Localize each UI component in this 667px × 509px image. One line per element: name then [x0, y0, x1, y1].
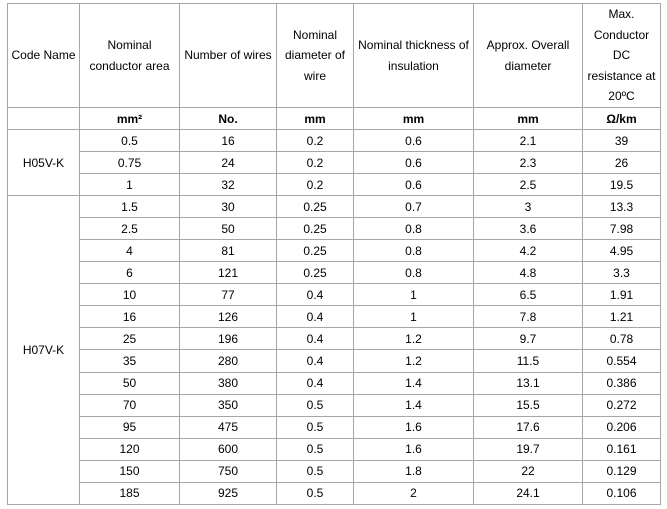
cell-overall-diameter: 2.5 [474, 174, 583, 196]
cell-conductor-area: 0.75 [80, 152, 180, 174]
cell-insulation-thickness: 0.8 [354, 240, 474, 262]
cell-dc-resistance: 39 [583, 130, 661, 152]
cell-number-of-wires: 50 [180, 218, 277, 240]
cell-conductor-area: 185 [80, 482, 180, 504]
cell-overall-diameter: 22 [474, 460, 583, 482]
table-row [8, 328, 661, 350]
cell-insulation-thickness: 1.6 [354, 438, 474, 460]
unit-overall-diameter: mm [474, 108, 583, 130]
cell-insulation-thickness: 1.2 [354, 328, 474, 350]
cell-insulation-thickness: 1 [354, 284, 474, 306]
cell-wire-diameter: 0.2 [277, 174, 354, 196]
cell-insulation-thickness: 0.8 [354, 262, 474, 284]
header-row [8, 4, 661, 108]
cell-overall-diameter: 13.1 [474, 372, 583, 394]
cell-conductor-area: 0.5 [80, 130, 180, 152]
cell-dc-resistance: 3.3 [583, 262, 661, 284]
header-number-of-wires: Number of wires [180, 4, 277, 108]
cell-wire-diameter: 0.25 [277, 262, 354, 284]
cell-wire-diameter: 0.2 [277, 130, 354, 152]
table-row [8, 306, 661, 328]
cell-dc-resistance: 26 [583, 152, 661, 174]
cell-insulation-thickness: 0.6 [354, 152, 474, 174]
cell-dc-resistance: 13.3 [583, 196, 661, 218]
cell-conductor-area: 10 [80, 284, 180, 306]
table-row [8, 372, 661, 394]
unit-wire-diameter: mm [277, 108, 354, 130]
cell-dc-resistance: 7.98 [583, 218, 661, 240]
code-name-cell: H05V-K [8, 130, 80, 196]
cell-dc-resistance: 0.272 [583, 394, 661, 416]
cell-insulation-thickness: 0.6 [354, 130, 474, 152]
table-row [8, 394, 661, 416]
unit-number-of-wires: No. [180, 108, 277, 130]
cell-dc-resistance: 1.21 [583, 306, 661, 328]
cell-overall-diameter: 24.1 [474, 482, 583, 504]
cell-wire-diameter: 0.4 [277, 284, 354, 306]
unit-conductor-area: mm² [80, 108, 180, 130]
cell-number-of-wires: 600 [180, 438, 277, 460]
cell-conductor-area: 70 [80, 394, 180, 416]
table-row [8, 174, 661, 196]
cell-insulation-thickness: 0.8 [354, 218, 474, 240]
cell-insulation-thickness: 1.6 [354, 416, 474, 438]
cell-dc-resistance: 0.554 [583, 350, 661, 372]
cell-number-of-wires: 81 [180, 240, 277, 262]
cell-number-of-wires: 30 [180, 196, 277, 218]
cell-number-of-wires: 750 [180, 460, 277, 482]
cell-overall-diameter: 4.8 [474, 262, 583, 284]
table-row [8, 196, 661, 218]
cell-dc-resistance: 0.129 [583, 460, 661, 482]
cell-dc-resistance: 0.206 [583, 416, 661, 438]
cell-insulation-thickness: 2 [354, 482, 474, 504]
cell-overall-diameter: 4.2 [474, 240, 583, 262]
header-code-name: Code Name [8, 4, 80, 108]
cell-insulation-thickness: 1.4 [354, 372, 474, 394]
cell-dc-resistance: 0.386 [583, 372, 661, 394]
code-name-cell: H07V-K [8, 196, 80, 505]
cell-wire-diameter: 0.25 [277, 218, 354, 240]
cell-wire-diameter: 0.5 [277, 438, 354, 460]
cell-overall-diameter: 15.5 [474, 394, 583, 416]
cell-conductor-area: 1.5 [80, 196, 180, 218]
cell-insulation-thickness: 1 [354, 306, 474, 328]
cell-number-of-wires: 77 [180, 284, 277, 306]
cell-overall-diameter: 11.5 [474, 350, 583, 372]
cell-conductor-area: 50 [80, 372, 180, 394]
cell-wire-diameter: 0.2 [277, 152, 354, 174]
cell-conductor-area: 16 [80, 306, 180, 328]
header-max-dc-resistance: Max. Conductor DC resistance at 20ºC [583, 4, 661, 108]
cell-number-of-wires: 350 [180, 394, 277, 416]
cell-conductor-area: 35 [80, 350, 180, 372]
cell-conductor-area: 4 [80, 240, 180, 262]
cell-dc-resistance: 0.78 [583, 328, 661, 350]
header-nominal-thickness-of-insulation: Nominal thickness of insulation [354, 4, 474, 108]
table-row [8, 350, 661, 372]
cell-overall-diameter: 2.1 [474, 130, 583, 152]
cell-dc-resistance: 1.91 [583, 284, 661, 306]
cell-wire-diameter: 0.4 [277, 372, 354, 394]
cell-wire-diameter: 0.5 [277, 394, 354, 416]
cell-insulation-thickness: 1.4 [354, 394, 474, 416]
cell-wire-diameter: 0.25 [277, 196, 354, 218]
cell-number-of-wires: 475 [180, 416, 277, 438]
header-approx-overall-diameter: Approx. Overall diameter [474, 4, 583, 108]
cell-number-of-wires: 32 [180, 174, 277, 196]
cell-conductor-area: 150 [80, 460, 180, 482]
table-row [8, 130, 661, 152]
cell-conductor-area: 2.5 [80, 218, 180, 240]
cell-dc-resistance: 0.161 [583, 438, 661, 460]
cell-wire-diameter: 0.4 [277, 328, 354, 350]
table-row [8, 218, 661, 240]
header-nominal-conductor-area: Nominal conductor area [80, 4, 180, 108]
cell-wire-diameter: 0.5 [277, 482, 354, 504]
cell-overall-diameter: 3.6 [474, 218, 583, 240]
table-row [8, 460, 661, 482]
cell-overall-diameter: 2.3 [474, 152, 583, 174]
units-row [8, 108, 661, 130]
cell-number-of-wires: 196 [180, 328, 277, 350]
cell-number-of-wires: 16 [180, 130, 277, 152]
table-row [8, 482, 661, 504]
cell-conductor-area: 25 [80, 328, 180, 350]
table-row [8, 284, 661, 306]
unit-dc-resistance: Ω/km [583, 108, 661, 130]
cell-conductor-area: 1 [80, 174, 180, 196]
cell-insulation-thickness: 0.6 [354, 174, 474, 196]
cell-overall-diameter: 6.5 [474, 284, 583, 306]
header-nominal-diameter-of-wire: Nominal diameter of wire [277, 4, 354, 108]
cell-dc-resistance: 0.106 [583, 482, 661, 504]
cell-number-of-wires: 280 [180, 350, 277, 372]
cell-conductor-area: 120 [80, 438, 180, 460]
cell-number-of-wires: 24 [180, 152, 277, 174]
table-row [8, 416, 661, 438]
cell-number-of-wires: 925 [180, 482, 277, 504]
cell-conductor-area: 6 [80, 262, 180, 284]
cell-wire-diameter: 0.25 [277, 240, 354, 262]
cell-number-of-wires: 121 [180, 262, 277, 284]
table-row [8, 262, 661, 284]
cell-wire-diameter: 0.4 [277, 350, 354, 372]
cell-overall-diameter: 19.7 [474, 438, 583, 460]
table-row [8, 438, 661, 460]
table-body [8, 130, 661, 505]
cell-conductor-area: 95 [80, 416, 180, 438]
cell-overall-diameter: 3 [474, 196, 583, 218]
table-row [8, 240, 661, 262]
cell-insulation-thickness: 0.7 [354, 196, 474, 218]
unit-code-name [8, 108, 80, 130]
cable-spec-table [7, 3, 661, 505]
spec-table-container [7, 3, 660, 505]
cell-dc-resistance: 4.95 [583, 240, 661, 262]
cell-overall-diameter: 17.6 [474, 416, 583, 438]
cell-number-of-wires: 126 [180, 306, 277, 328]
cell-wire-diameter: 0.5 [277, 416, 354, 438]
table-row [8, 152, 661, 174]
cell-dc-resistance: 19.5 [583, 174, 661, 196]
cell-insulation-thickness: 1.8 [354, 460, 474, 482]
cell-insulation-thickness: 1.2 [354, 350, 474, 372]
cell-number-of-wires: 380 [180, 372, 277, 394]
cell-wire-diameter: 0.5 [277, 460, 354, 482]
cell-overall-diameter: 7.8 [474, 306, 583, 328]
cell-wire-diameter: 0.4 [277, 306, 354, 328]
unit-insulation-thickness: mm [354, 108, 474, 130]
cell-overall-diameter: 9.7 [474, 328, 583, 350]
